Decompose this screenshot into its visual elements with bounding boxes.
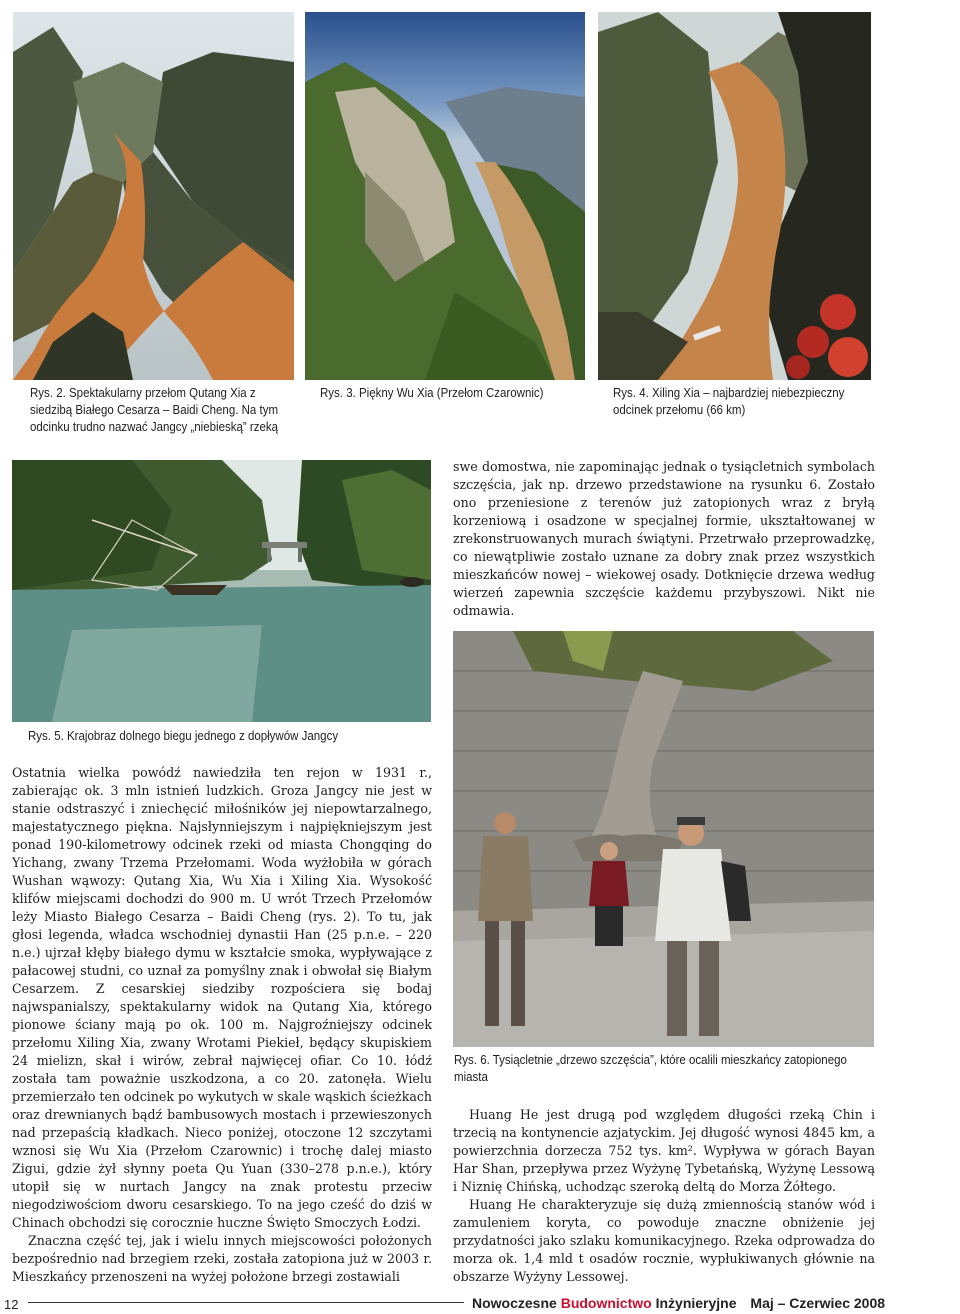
caption-fig2 [30,385,292,436]
wu-xia-image [305,12,585,380]
caption-fig6-text: Tysiącletnie „drzewo szczęścia”, które ocalili mieszkańcy zatopionego miasta [454,1053,847,1084]
left-paragraph-2: Znaczna część tej, jak i wielu innych miejscowości położonych bezpośrednio nad brzegiem rzeki, została zatopiona już w 2003 r. Mieszkańcy przenoszeni na wyżej położone brzegi zostawiali [12,1233,432,1284]
right-bottom-paragraph-2: Huang He charakteryzuje się dużą zmiennością stanów wód i zamuleniem koryta, co powoduje znaczne obniżenie jej przydatności jako szlaku komunikacyjnego. Rzeka odprowadza do morza ok. 1,4 mld t osadów rocznie, wypłukiwanych głównie na obszarze Wyżyny Lessowej. [453,1197,875,1284]
caption-fig2-text: Spektakularny przełom Qutang Xia z siedzibą Białego Cesarza – Baidi Cheng. Na tym odcinku trudno nazwać Jangcy „niebieską” rzeką [30,386,279,434]
photo-wu-xia [305,12,585,380]
caption-fig5-label: Rys. 5. [28,729,64,743]
caption-fig3-text: Piękny Wu Xia (Przełom Czarownic) [358,386,544,400]
photo-tributary [12,460,431,722]
right-bottom-paragraph-1: Huang He jest drugą pod względem długości rzeką Chin i trzecią na kontynencie azjatyckim. Jej długość wynosi 4845 km, a powierzchnia dorzecza 752 tys. km². Wypływa w górach Bayan Har Shan, przepływa przez Wyżynę Tybetańską, Wyżynę Lessową i Niznię Chińską, uchodząc szeroką deltą do Morza Żółtego. [453,1107,875,1194]
caption-fig5 [28,728,433,745]
journal-title [472,1295,885,1311]
caption-fig4 [613,385,873,419]
caption-fig3-label: Rys. 3. [320,386,356,400]
caption-fig2-label: Rys. 2. [30,386,66,400]
journal-issue: Maj – Czerwiec 2008 [750,1295,886,1311]
page-footer [0,1292,960,1314]
caption-fig3 [320,385,587,402]
photo-qutang-xia [13,12,294,380]
photo-xiling-xia [598,12,871,380]
xiling-xia-image [598,12,871,380]
tributary-image [12,460,431,722]
caption-fig4-text: Xiling Xia – najbardziej niebezpieczny odcinek przełomu (66 km) [613,386,845,417]
caption-fig6 [454,1052,877,1086]
journal-title-part2: Budownictwo [560,1295,652,1311]
photo-tree-of-happiness [453,631,874,1047]
caption-fig4-label: Rys. 4. [613,386,649,400]
journal-title-part3: Inżynieryjne [655,1295,737,1311]
right-bottom-text [453,1106,875,1286]
caption-fig5-text: Krajobraz dolnego biegu jednego z dopływów Jangcy [66,729,339,743]
footer-rule [28,1302,464,1303]
left-paragraph-1: Ostatnia wielka powódź nawiedziła ten rejon w 1931 r., zabierając ok. 3 mln istnień ludzkich. Groza Jangcy nie jest w stanie odstraszyć i zniechęcić miłośników jej niepowtarzalnego, majestatycznego piękna. Najsłynniejszym i najpiękniejszym jest ponad 190-kilometrowy odcinek rzeki od miasta Chongqing do Yichang, zwany Trzema Przełomami. Woda wyżłobiła w górach Wushan wąwozy: Qutang Xia, Wu Xia i Xiling Xia. Wysokość klifów miejscami dochodzi do 900 m. U wrót Trzech Przełomów leży Miasto Białego Cesarza – Baidi Cheng (rys. 2). To tu, jak głosi legenda, władca wschodniej dynastii Han (25 p.n.e. – 220 n.e.) ujrzał kłęby białego dymu w kształcie smoka, wypływające z pałacowej studni, co uznał za pomyślny znak i obwołał się Białym Cesarzem. Z cesarskiej siedziby rozpościera się bodaj najwspanialszy, spektakularny widok na Qutang Xia, którego pionowe ściany mają po ok. 100 m. Najgroźniejszy odcinek przełomu Xiling Xia, zwany Wrotami Piekieł, będący skupiskiem 24 mielizn, skał i wirów, zebrał najwięcej ofiar. Co 10. łódź została tam poważnie uszkodzona, a co 20. zatonęła. Wielu przemierzało ten odcinek po wykutych w skale wąskich ścieżkach oraz drewnianych bądź bambusowych mostach i przewieszonych nad przepaścią kładkach. Nieco poniżej, otoczone 12 szczytami wznosi się Wu Xia (Przełom Czarownic) i trochę dalej miasto Zigui, gdzie żył słynny poeta Qu Yuan (330–278 p.n.e.), który utopił się w nurtach Jangcy na znak protestu przeciw niegodziwościom dworu cesarskiego. To na jego cześć do dziś w Chinach obchodzi się corocznie huczne Święto Smoczych Łodzi. [12,765,432,1230]
journal-title-part1: Nowoczesne [472,1295,557,1311]
right-top-text [453,458,875,620]
page-number: 12 [4,1297,19,1312]
caption-fig6-label: Rys. 6. [454,1053,490,1067]
qutang-xia-image [13,12,294,380]
left-column-text [12,764,432,1286]
right-top-paragraph: swe domostwa, nie zapominając jednak o tysiącletnich symbolach szczęścia, jak np. drzewo przedstawione na rysunku 6. Zostało ono przeniesione z terenów już zatopionych wraz z bryłą korzeniową i osadzone w specjalnej formie, ukształtowanej w zrekonstruowanych murach świątyni. Przetrwało przeprowadzkę, co niewątpliwie zostało uznane za dobry znak przez wszystkich mieszkańców nowej – wiekowej osady. Dotknięcie drzewa według wierzeń zapewnia szczęście każdemu przybyszowi. Nikt nie odmawia. [453,459,875,618]
tree-of-happiness-image [453,631,874,1047]
